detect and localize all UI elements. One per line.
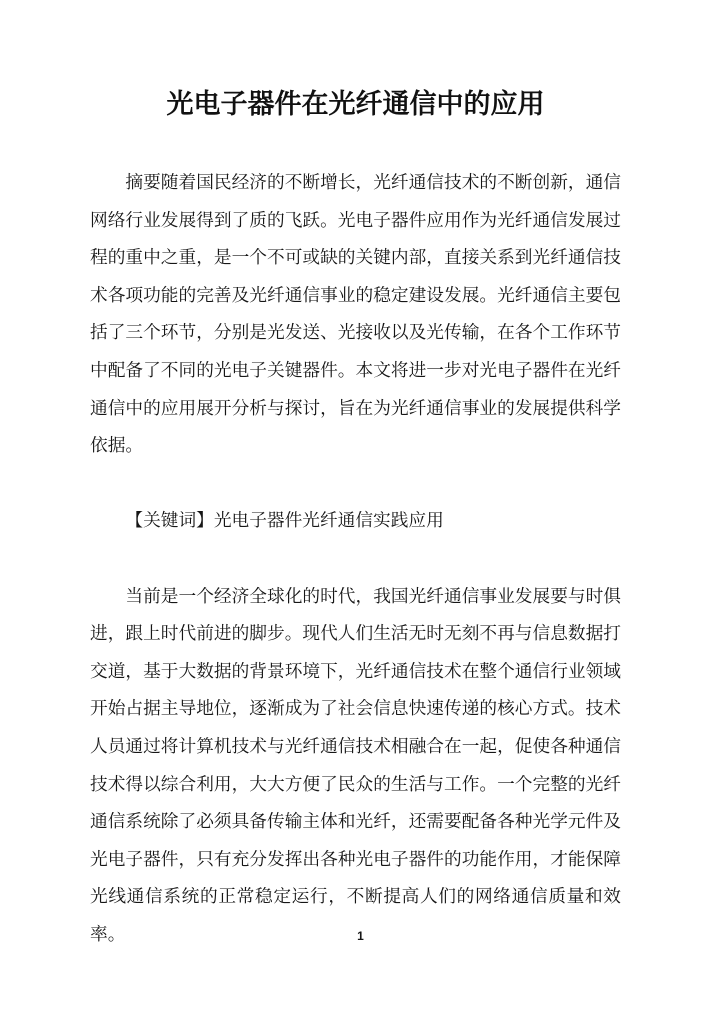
document-content <box>90 0 621 953</box>
abstract-paragraph: 摘要随着国民经济的不断增长，光纤通信技术的不断创新，通信网络行业发展得到了质的飞跃。光电子器件应用作为光纤通信发展过程的重中之重，是一个不可或缺的关键内部，直接关系到光纤通信技术各项功能的完善及光纤通信事业的稳定建设发展。光纤通信主要包括了三个环节，分别是光发送、光接收以及光传输，在各个工作环节中配备了不同的光电子关键器件。本文将进一步对光电子器件在光纤通信中的应用展开分析与探讨，旨在为光纤通信事业的发展提供科学依据。 <box>90 172 621 456</box>
keywords-line: 【关键词】光电子器件光纤通信实践应用 <box>125 510 444 531</box>
page-number: 1 <box>357 929 364 943</box>
document-title: 光电子器件在光纤通信中的应用 <box>166 89 545 119</box>
body-paragraph: 当前是一个经济全球化的时代，我国光纤通信事业发展要与时俱进，跟上时代前进的脚步。现代人们生活无时无刻不再与信息数据打交道，基于大数据的背景环境下，光纤通信技术在整个通信行业领域开始占据主导地位，逐渐成为了社会信息快速传递的核心方式。技术人员通过将计算机技术与光纤通信技术相融合在一起，促使各种通信技术得以综合利用，大大方便了民众的生活与工作。一个完整的光纤通信系统除了必须具备传输主体和光纤，还需要配备各种光学元件及光电子器件，只有充分发挥出各种光电子器件的功能作用，才能保障光线通信系统的正常稳定运行，不断提高人们的网络通信质量和效率。 <box>90 585 621 944</box>
